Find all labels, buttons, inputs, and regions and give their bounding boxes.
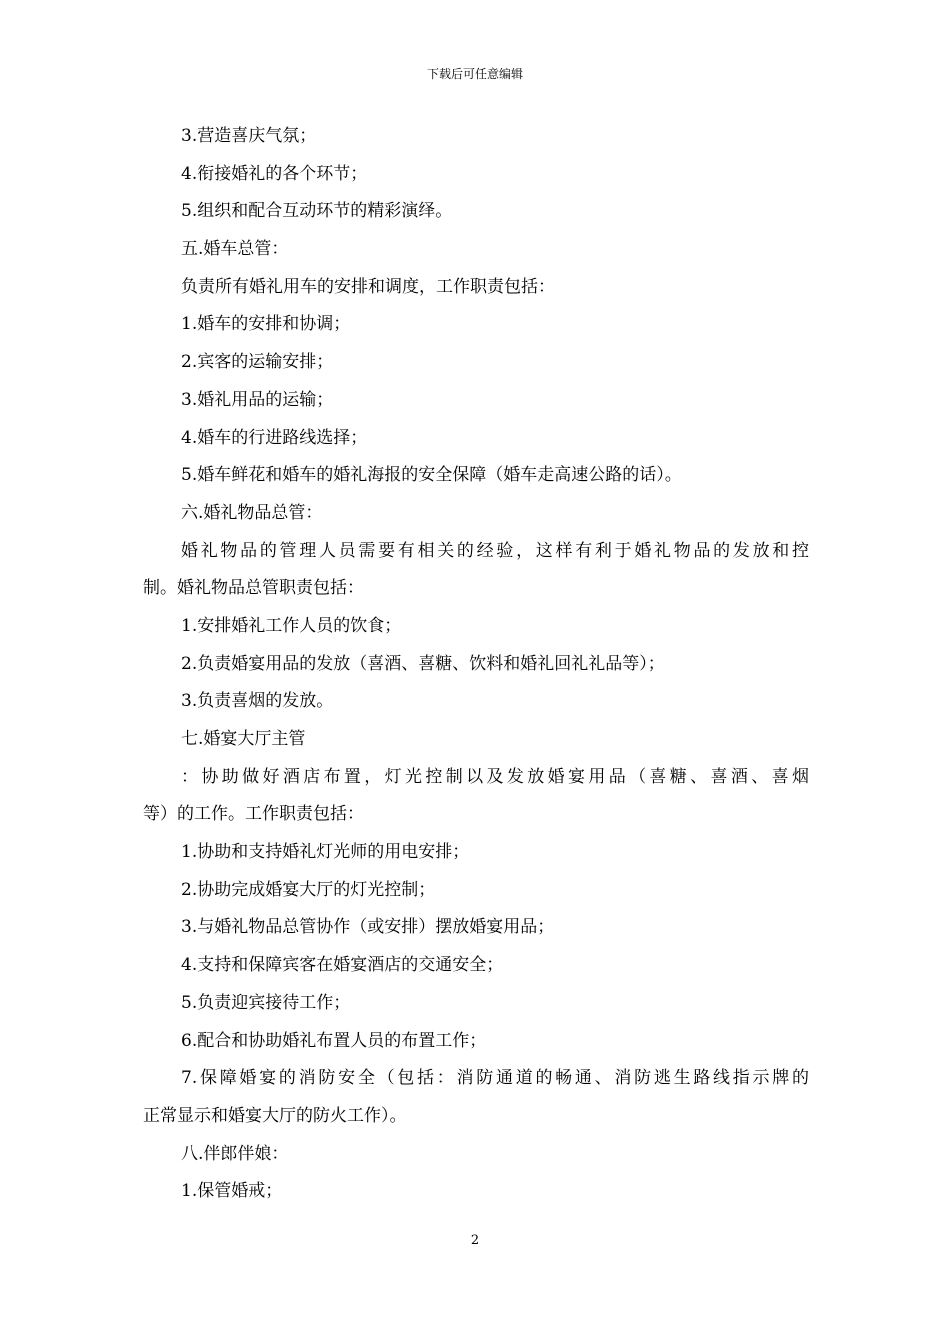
page-header: 下载后可任意编辑 bbox=[426, 67, 523, 81]
text-line: 6.配合和协助婚礼布置人员的布置工作； bbox=[181, 1030, 487, 1051]
text-line: 3.婚礼用品的运输； bbox=[181, 389, 334, 410]
text-line: 2.负责婚宴用品的发放（喜酒、喜糖、饮料和婚礼回礼礼品等）； bbox=[181, 653, 665, 674]
text-line: 1.保管婚戒； bbox=[181, 1181, 283, 1202]
text-line: 5.负责迎宾接待工作； bbox=[181, 992, 351, 1013]
text-line: 1.协助和支持婚礼灯光师的用电安排； bbox=[181, 842, 470, 863]
text-line: 六.婚礼物品总管： bbox=[181, 502, 323, 523]
text-line: 7.保障婚宴的消防安全（包括：消防通道的畅通、消防逃生路线指示牌的 bbox=[181, 1068, 809, 1089]
text-line: 4.衔接婚礼的各个环节； bbox=[181, 163, 368, 184]
document-body bbox=[143, 118, 809, 1211]
text-line: 1.安排婚礼工作人员的饮食； bbox=[181, 615, 402, 636]
text-line: 5.组织和配合互动环节的精彩演绎。 bbox=[181, 201, 453, 222]
text-line: 4.婚车的行进路线选择； bbox=[181, 427, 368, 448]
text-line: 3.与婚礼物品总管协作（或安排）摆放婚宴用品； bbox=[181, 917, 555, 938]
text-line: 五.婚车总管： bbox=[181, 239, 289, 260]
text-line: 婚礼物品的管理人员需要有相关的经验，这样有利于婚礼物品的发放和控 bbox=[181, 540, 809, 561]
text-line: 3.负责喜烟的发放。 bbox=[181, 691, 334, 712]
text-line: 八.伴郎伴娘： bbox=[181, 1143, 289, 1164]
text-line: 2.协助完成婚宴大厅的灯光控制； bbox=[181, 879, 436, 900]
text-line: 1.婚车的安排和协调； bbox=[181, 314, 351, 335]
text-line: 正常显示和婚宴大厅的防火工作）。 bbox=[143, 1105, 407, 1126]
text-line: 4.支持和保障宾客在婚宴酒店的交通安全； bbox=[181, 955, 504, 976]
text-line: 负责所有婚礼用车的安排和调度，工作职责包括： bbox=[181, 276, 555, 297]
text-line: 七.婚宴大厅主管 bbox=[181, 729, 306, 749]
text-line: 5.婚车鲜花和婚车的婚礼海报的安全保障（婚车走高速公路的话）。 bbox=[181, 465, 682, 486]
text-line: 3.营造喜庆气氛； bbox=[181, 126, 317, 146]
text-line: 制。婚礼物品总管职责包括： bbox=[143, 578, 364, 599]
text-line: 2.宾客的运输安排； bbox=[181, 352, 334, 373]
text-line: 等）的工作。工作职责包括： bbox=[143, 804, 364, 825]
text-line: ：协助做好酒店布置，灯光控制以及发放婚宴用品（喜糖、喜酒、喜烟 bbox=[181, 766, 809, 787]
page-number: 2 bbox=[470, 1233, 480, 1248]
